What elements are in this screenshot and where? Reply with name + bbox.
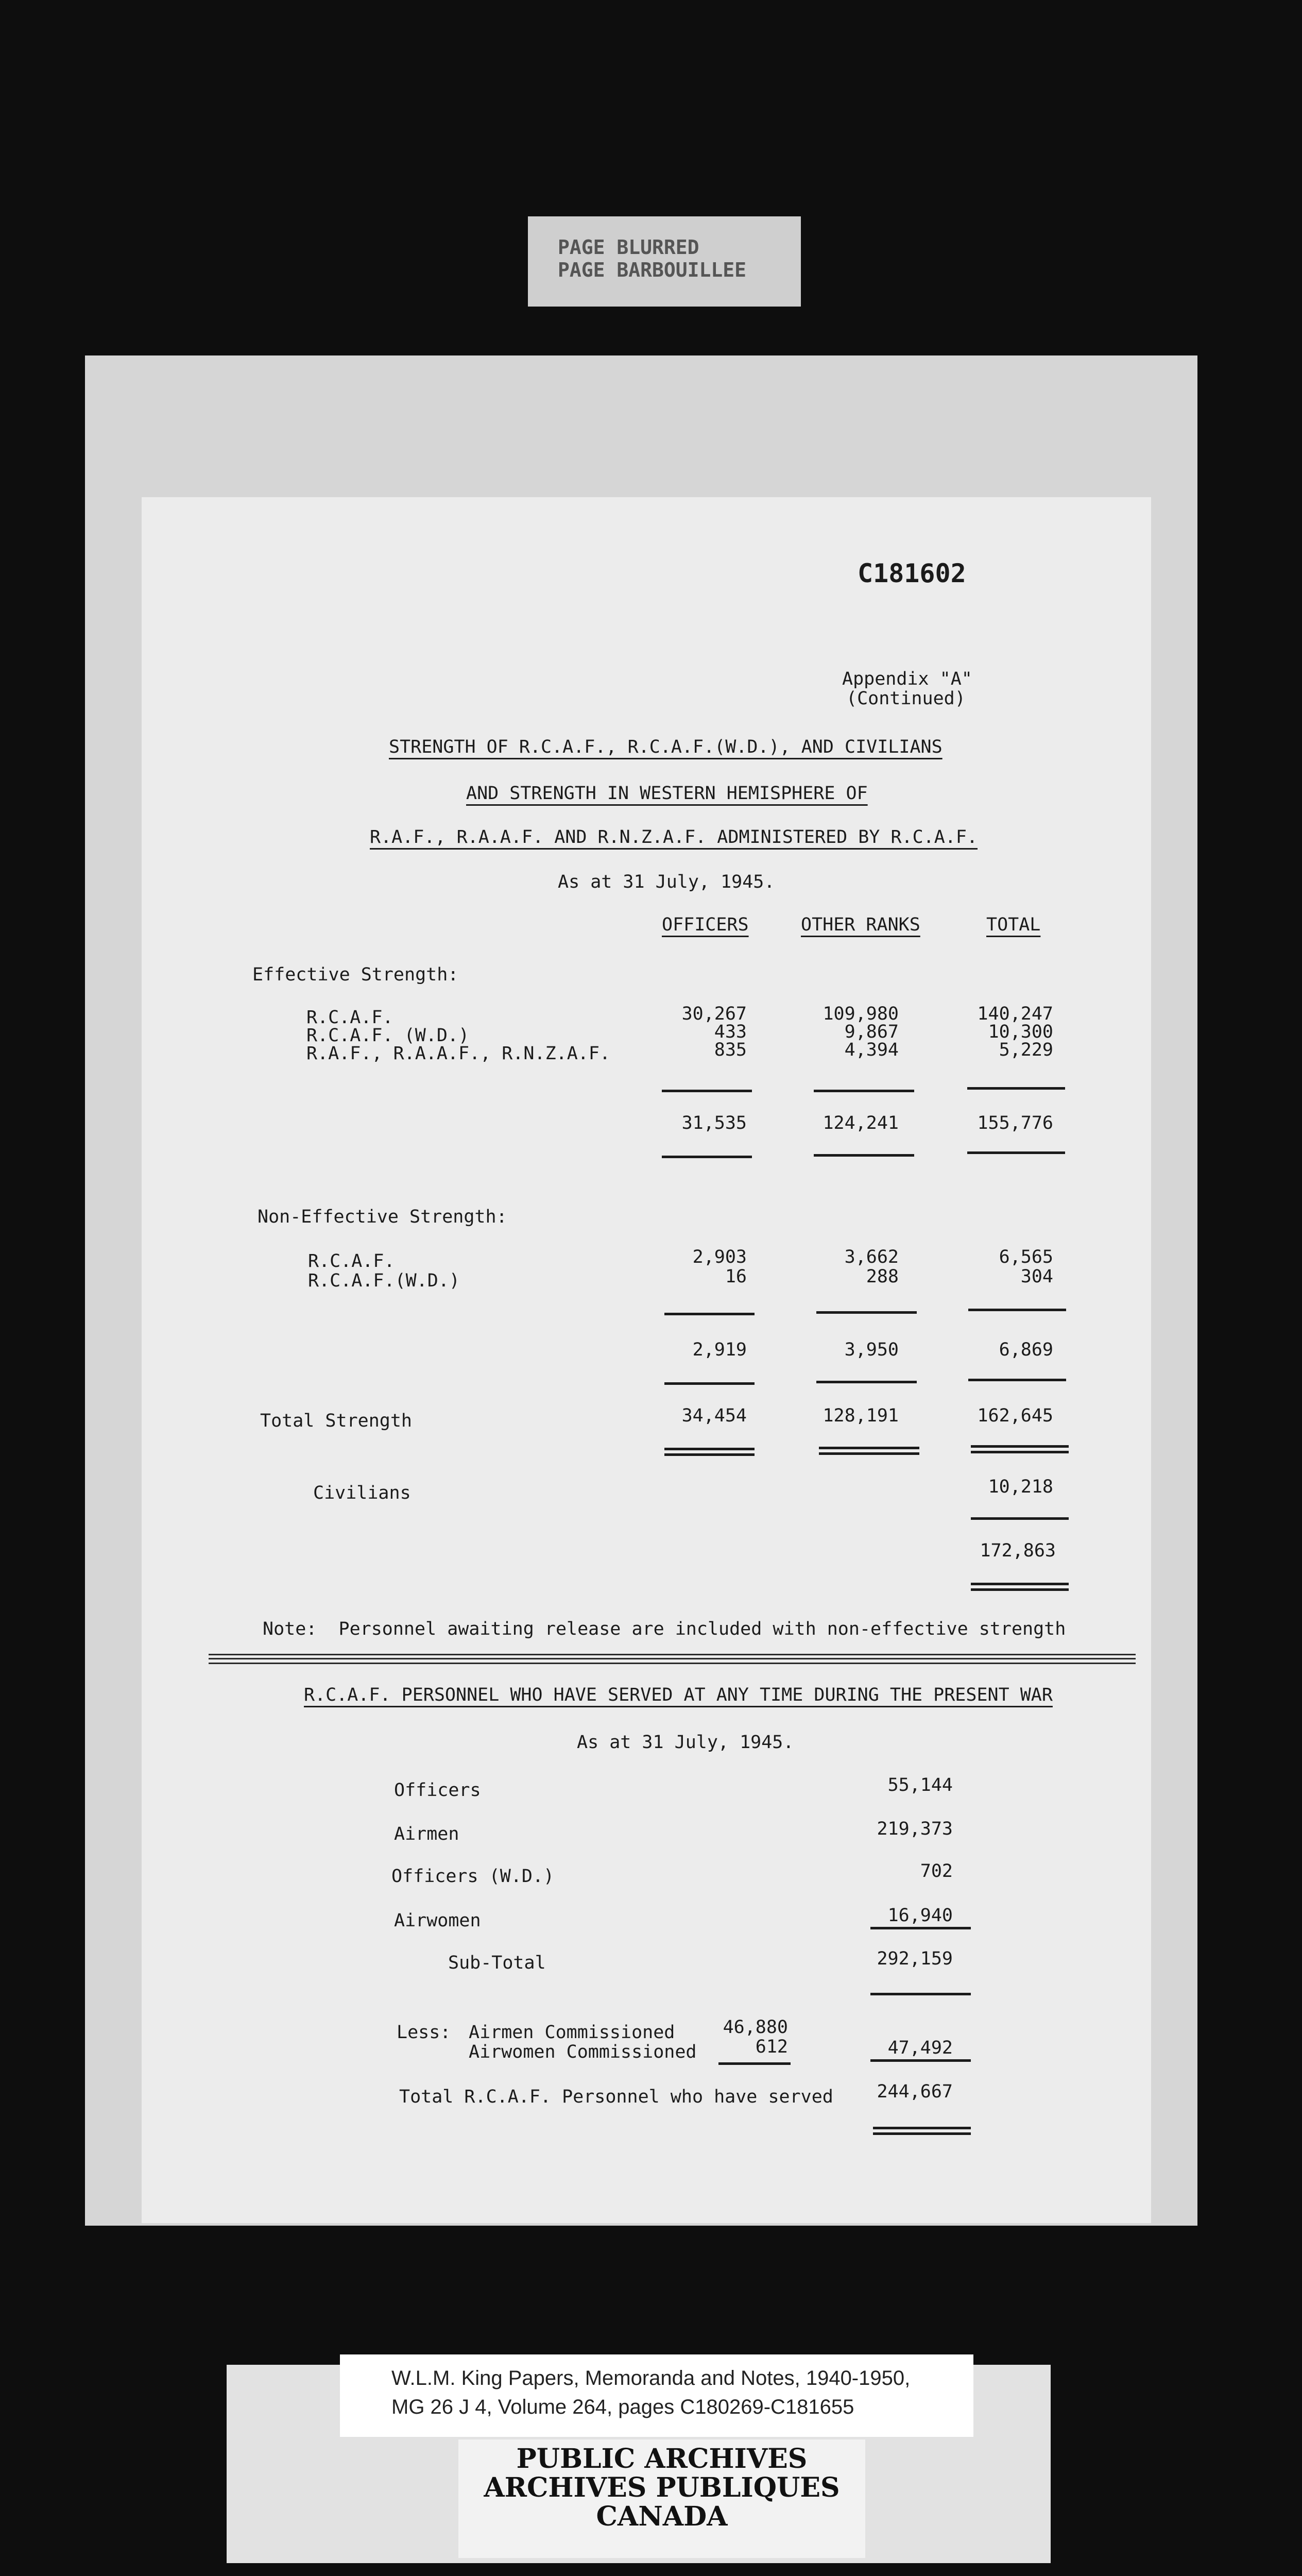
subtotal-label: Sub-Total	[448, 1953, 546, 1973]
total-value: 140,247	[977, 1004, 1053, 1024]
officers-subtotal: 31,535	[681, 1113, 747, 1133]
appendix-label: Appendix "A"	[842, 669, 972, 689]
stamp-line-2: PAGE BARBOUILLEE	[558, 259, 747, 281]
archives-line-3: CANADA	[596, 2501, 728, 2532]
less-item-1-label: Airmen Commissioned	[469, 2022, 675, 2043]
officers-value: 835	[714, 1040, 747, 1060]
double-rule	[971, 1583, 1069, 1591]
officers-value: 2,903	[692, 1247, 747, 1267]
column-other-ranks: OTHER RANKS	[801, 914, 920, 935]
title-line-3: R.A.F., R.A.A.F. AND R.N.Z.A.F. ADMINISTERED BY R.C.A.F.	[370, 827, 978, 848]
rule	[971, 1517, 1069, 1520]
total-subtotal: 6,869	[999, 1340, 1053, 1360]
rule	[718, 2062, 791, 2065]
rule	[870, 1993, 971, 1995]
double-rule	[664, 1448, 755, 1456]
rule	[664, 1313, 755, 1315]
non-effective-heading: Non-Effective Strength:	[258, 1207, 507, 1227]
other-ranks-value: 109,980	[823, 1004, 899, 1024]
officers-value: 16	[725, 1266, 747, 1287]
document-number: C181602	[858, 558, 966, 588]
double-rule	[819, 1447, 919, 1455]
other-ranks-value: 4,394	[844, 1040, 899, 1060]
title-line-1: STRENGTH OF R.C.A.F., R.C.A.F.(W.D.), AND CIVILIANS	[389, 737, 943, 757]
other-ranks-total: 128,191	[823, 1405, 899, 1426]
final-total-value: 244,667	[877, 2081, 953, 2102]
officers-subtotal: 2,919	[692, 1340, 747, 1360]
title-line-2: AND STRENGTH IN WESTERN HEMISPHERE OF	[466, 783, 868, 804]
rule	[814, 1090, 914, 1092]
double-rule	[971, 1445, 1069, 1453]
rule	[870, 1927, 971, 1929]
other-ranks-value: 9,867	[844, 1022, 899, 1042]
row-label: R.A.F., R.A.A.F., R.N.Z.A.F.	[306, 1043, 611, 1064]
less-item-2-label: Airwomen Commissioned	[469, 2042, 697, 2062]
rule	[816, 1381, 917, 1383]
rule	[662, 1156, 752, 1158]
total-value: 6,565	[999, 1247, 1053, 1267]
total-value: 5,229	[999, 1040, 1053, 1060]
rule	[870, 2059, 971, 2062]
row-label: R.C.A.F.(W.D.)	[308, 1270, 460, 1291]
citation-line-1: W.L.M. King Papers, Memoranda and Notes, 1940-1950,	[391, 2367, 911, 2389]
row-value: 702	[920, 1861, 953, 1882]
rule	[967, 1151, 1065, 1154]
appendix-continued: (Continued)	[846, 688, 966, 709]
rule	[814, 1154, 914, 1157]
double-rule	[873, 2127, 971, 2135]
officers-value: 433	[714, 1022, 747, 1042]
other-ranks-subtotal: 124,241	[823, 1113, 899, 1133]
archives-stamp	[458, 2439, 865, 2558]
row-value: 16,940	[887, 1905, 953, 1926]
archives-line-2: ARCHIVES PUBLIQUES	[484, 2472, 840, 2503]
other-ranks-value: 3,662	[844, 1247, 899, 1267]
row-label: Officers	[394, 1780, 481, 1801]
section-divider	[209, 1654, 1136, 1664]
total-subtotal: 155,776	[977, 1113, 1053, 1133]
less-item-1-value: 46,880	[723, 2017, 788, 2038]
as-at-date: As at 31 July, 1945.	[558, 872, 775, 892]
less-label: Less:	[397, 2022, 451, 2043]
officers-value: 30,267	[681, 1004, 747, 1024]
officers-total: 34,454	[681, 1405, 747, 1426]
civilians-label: Civilians	[313, 1483, 411, 1503]
effective-heading: Effective Strength:	[252, 964, 459, 985]
row-value: 55,144	[887, 1775, 953, 1795]
section2-as-at: As at 31 July, 1945.	[577, 1732, 794, 1753]
total-value: 10,300	[988, 1022, 1053, 1042]
other-ranks-subtotal: 3,950	[844, 1340, 899, 1360]
total-total: 162,645	[977, 1405, 1053, 1426]
row-label: Officers (W.D.)	[391, 1866, 555, 1887]
section2-title: R.C.A.F. PERSONNEL WHO HAVE SERVED AT ANY TIME DURING THE PRESENT WAR	[304, 1685, 1053, 1705]
rule	[967, 1087, 1065, 1090]
row-value: 219,373	[877, 1819, 953, 1839]
rule	[664, 1382, 755, 1385]
final-total-label: Total R.C.A.F. Personnel who have served	[399, 2087, 833, 2107]
other-ranks-value: 288	[866, 1266, 899, 1287]
column-total: TOTAL	[986, 914, 1041, 935]
rule	[968, 1309, 1066, 1311]
archives-line-1: PUBLIC ARCHIVES	[516, 2443, 808, 2475]
civilians-value: 10,218	[988, 1477, 1053, 1497]
rule	[662, 1090, 752, 1092]
less-total: 47,492	[887, 2038, 953, 2058]
note: Note: Personnel awaiting release are included with non-effective strength	[263, 1619, 1066, 1639]
rule	[816, 1311, 917, 1314]
less-item-2-value: 612	[755, 2037, 788, 2057]
subtotal-value: 292,159	[877, 1948, 953, 1969]
column-officers: OFFICERS	[662, 914, 749, 935]
rule	[968, 1379, 1066, 1381]
row-label: R.C.A.F. (W.D.)	[306, 1025, 470, 1046]
citation-line-2: MG 26 J 4, Volume 264, pages C180269-C181655	[391, 2396, 854, 2418]
stamp-line-1: PAGE BLURRED	[558, 236, 699, 259]
page-blurred-stamp	[528, 216, 801, 307]
total-value: 304	[1020, 1266, 1053, 1287]
row-label: R.C.A.F.	[308, 1251, 395, 1272]
grand-total: 172,863	[980, 1540, 1056, 1561]
citation-label	[340, 2354, 973, 2437]
row-label: R.C.A.F.	[306, 1007, 393, 1028]
total-strength-label: Total Strength	[260, 1411, 413, 1431]
row-label: Airwomen	[394, 1910, 481, 1931]
row-label: Airmen	[394, 1824, 459, 1844]
